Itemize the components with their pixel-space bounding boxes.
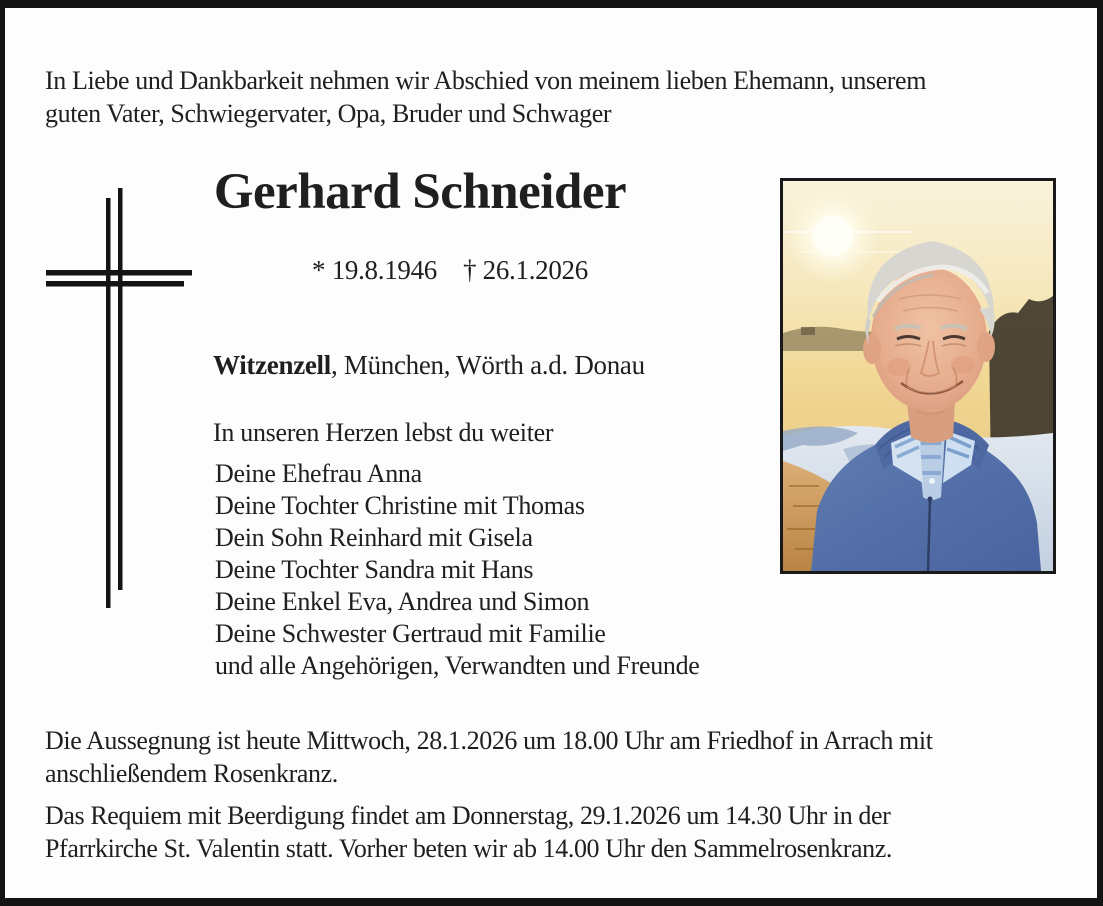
mourner-line: Deine Schwester Gertraud mit Familie [215,619,606,648]
mourner-line: Deine Ehefrau Anna [215,459,422,488]
intro-line-2: guten Vater, Schwiegervater, Opa, Bruder und Schwager [45,99,612,128]
mourner-line: Deine Enkel Eva, Andrea und Simon [215,587,590,616]
places-line [213,350,773,381]
place-primary: Witzenzell [213,350,331,380]
memorial-cross-icon [46,185,196,615]
deceased-name: Gerhard Schneider [213,164,627,220]
requiem-paragraph [45,799,1060,865]
requiem-line-2: Pfarrkirche St. Valentin statt. Vorher beten wir ab 14.00 Uhr den Sammelrosenkranz. [45,834,892,863]
aussegnung-line-1: Die Aussegnung ist heute Mittwoch, 28.1.2026 um 18.00 Uhr am Friedhof in Arrach mit [45,726,933,755]
aussegnung-line-2: anschließendem Rosenkranz. [45,759,338,788]
mourner-line: und alle Angehörigen, Verwandten und Freunde [215,651,700,680]
intro-line-1: In Liebe und Dankbarkeit nehmen wir Abschied von meinem lieben Ehemann, unserem [45,66,927,95]
birth-date: * 19.8.1946 [312,255,437,285]
intro-text [45,64,1040,130]
death-date: † 26.1.2026 [463,255,588,285]
mourner-line: Dein Sohn Reinhard mit Gisela [215,523,533,552]
mourners-list [215,458,775,682]
aussegnung-paragraph [45,724,1060,790]
mourner-line: Deine Tochter Christine mit Thomas [215,491,585,520]
mourner-line: Deine Tochter Sandra mit Hans [215,555,534,584]
motto-line: In unseren Herzen lebst du weiter [213,418,554,447]
requiem-line-1: Das Requiem mit Beerdigung findet am Donnerstag, 29.1.2026 um 14.30 Uhr in der [45,801,891,830]
life-dates [160,255,740,286]
places-rest: , München, Wörth a.d. Donau [330,350,645,380]
portrait-photo [780,178,1056,574]
